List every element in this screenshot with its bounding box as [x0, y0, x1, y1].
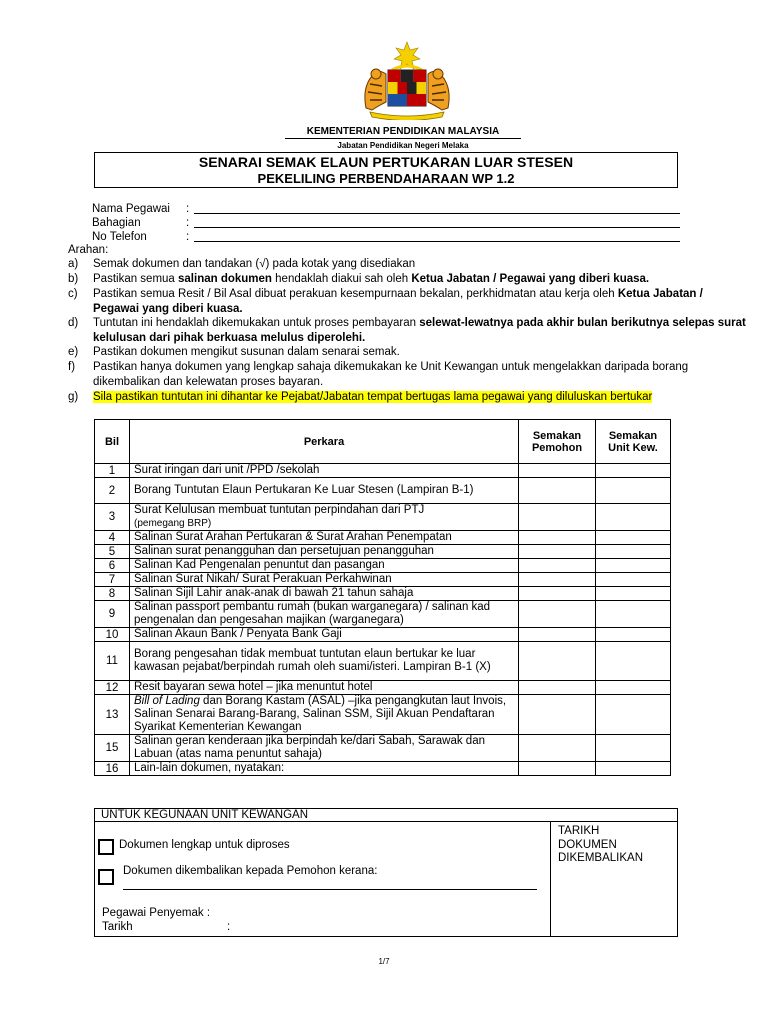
check-unit-kew[interactable] [596, 601, 671, 628]
kewangan-section [94, 808, 678, 937]
row-item: Surat Kelulusan membuat tuntutan perpindahan dari PTJ (pemegang BRP) [130, 504, 519, 531]
check-unit-kew[interactable] [596, 735, 671, 762]
check-pemohon[interactable] [519, 504, 596, 531]
highlighted-text: Sila pastikan tuntutan ini dihantar ke Pejabat/Jabatan tempat bertugas lama pegawai yang diluluskan bertukar [93, 391, 653, 403]
col-semakan-unit: Semakan Unit Kew. [596, 420, 671, 464]
row-number: 5 [95, 545, 130, 559]
row-number: 16 [95, 762, 130, 776]
row-number: 2 [95, 478, 130, 504]
row-item: Resit bayaran sewa hotel – jika menuntut hotel [130, 681, 519, 695]
check-unit-kew[interactable] [596, 695, 671, 735]
returned-label: Dokumen dikembalikan kepada Pemohon kerana: [123, 865, 378, 877]
page-title: SENARAI SEMAK ELAUN PERTUKARAN LUAR STESEN [198, 154, 574, 170]
check-pemohon[interactable] [519, 531, 596, 545]
table-row [95, 504, 671, 531]
instruction-c [68, 287, 748, 316]
instruction-g [68, 390, 748, 405]
row-item: Borang Tuntutan Elaun Pertukaran Ke Luar Stesen (Lampiran B-1) [130, 478, 519, 504]
row-number: 13 [95, 695, 130, 735]
checker-label: Pegawai Penyemak : [102, 907, 211, 919]
check-unit-kew[interactable] [596, 531, 671, 545]
row-number: 9 [95, 601, 130, 628]
table-row [95, 531, 671, 545]
checkbox-complete[interactable] [98, 839, 114, 855]
title-box [94, 152, 678, 188]
check-pemohon[interactable] [519, 464, 596, 478]
table-row [95, 628, 671, 642]
field-line[interactable] [194, 227, 680, 228]
instructions-heading: Arahan: [68, 244, 109, 256]
check-unit-kew[interactable] [596, 478, 671, 504]
row-item: Salinan Akaun Bank / Penyata Bank Gaji [130, 628, 519, 642]
table-row [95, 545, 671, 559]
check-unit-kew[interactable] [596, 587, 671, 601]
date-colon: : [227, 921, 231, 933]
check-unit-kew[interactable] [596, 545, 671, 559]
instruction-letter: f) [68, 361, 76, 373]
instruction-letter: c) [68, 288, 78, 300]
table-row [95, 478, 671, 504]
check-unit-kew[interactable] [596, 559, 671, 573]
row-item: Salinan Sijil Lahir anak-anak di bawah 21 tahun sahaja [130, 587, 519, 601]
instruction-letter: g) [68, 391, 79, 403]
instruction-d [68, 316, 748, 345]
row-item: Lain-lain dokumen, nyatakan: [130, 762, 519, 776]
col-perkara: Perkara [130, 420, 519, 464]
check-unit-kew[interactable] [596, 681, 671, 695]
table-row [95, 735, 671, 762]
table-row [95, 681, 671, 695]
row-item: Salinan Kad Pengenalan penuntut dan pasangan [130, 559, 519, 573]
checklist-body [95, 464, 671, 776]
check-pemohon[interactable] [519, 601, 596, 628]
check-pemohon[interactable] [519, 735, 596, 762]
instruction-text: Pastikan semua salinan dokumen hendaklah diakui sah oleh Ketua Jabatan / Pegawai yang diberi kuasa. [93, 273, 650, 285]
ministry-name: KEMENTERIAN PENDIDIKAN MALAYSIA [285, 126, 521, 139]
checklist-table [94, 419, 671, 776]
row-number: 12 [95, 681, 130, 695]
checkbox-returned[interactable] [98, 869, 114, 885]
check-pemohon[interactable] [519, 478, 596, 504]
table-row [95, 587, 671, 601]
kewangan-header: UNTUK KEGUNAAN UNIT KEWANGAN [95, 809, 677, 822]
coat-of-arms-icon [352, 40, 462, 120]
row-number: 8 [95, 587, 130, 601]
check-pemohon[interactable] [519, 545, 596, 559]
table-row [95, 695, 671, 735]
reason-line[interactable] [123, 889, 537, 890]
row-number: 4 [95, 531, 130, 545]
check-unit-kew[interactable] [596, 642, 671, 681]
row-number: 11 [95, 642, 130, 681]
return-date-label: TARIKH DOKUMEN DIKEMBALIKAN [558, 825, 643, 864]
field-label: No Telefon [92, 231, 147, 243]
date-label: Tarikh [102, 921, 133, 933]
row-number: 7 [95, 573, 130, 587]
complete-label: Dokumen lengkap untuk diproses [119, 839, 290, 851]
row-item: Surat iringan dari unit /PPD /sekolah [130, 464, 519, 478]
check-pemohon[interactable] [519, 628, 596, 642]
instruction-letter: a) [68, 258, 79, 270]
instruction-letter: e) [68, 346, 79, 358]
check-pemohon[interactable] [519, 695, 596, 735]
check-pemohon[interactable] [519, 587, 596, 601]
row-item: Salinan Surat Arahan Pertukaran & Surat Arahan Penempatan [130, 531, 519, 545]
check-unit-kew[interactable] [596, 573, 671, 587]
field-line[interactable] [194, 213, 680, 214]
instruction-letter: b) [68, 273, 79, 285]
row-number: 10 [95, 628, 130, 642]
col-bil: Bil [95, 420, 130, 464]
instruction-f [68, 360, 748, 389]
row-item: Borang pengesahan tidak membuat tuntutan elaun bertukar ke luar kawasan pejabat/berpindah rumah oleh suami/isteri. Lampiran B-1 (X) [130, 642, 519, 681]
instruction-b [68, 272, 748, 287]
row-number: 6 [95, 559, 130, 573]
field-label: Bahagian [92, 217, 141, 229]
instruction-e [68, 345, 748, 360]
col-semakan-pemohon: Semakan Pemohon [519, 420, 596, 464]
check-pemohon[interactable] [519, 573, 596, 587]
check-unit-kew[interactable] [596, 762, 671, 776]
field-line[interactable] [194, 241, 680, 242]
table-row [95, 464, 671, 478]
check-pemohon[interactable] [519, 642, 596, 681]
table-row [95, 762, 671, 776]
table-row [95, 642, 671, 681]
instruction-text: Pastikan semua Resit / Bil Asal dibuat perakuan kesempurnaan bekalan, perkhidmatan atau kerja oleh Ketua Jabatan / Pegawai yang diberi kuasa. [93, 288, 703, 315]
instruction-text [93, 390, 748, 405]
table-row [95, 601, 671, 628]
check-pemohon[interactable] [519, 681, 596, 695]
row-item: Bill of Lading dan Borang Kastam (ASAL) –jika pengangkutan laut Invois, Salinan Senarai Barang-Barang, Salinan SSM, Sijil Akuan Pendaftaran Syarikat Kementerian Kewangan [130, 695, 519, 735]
row-item: Salinan Surat Nikah/ Surat Perakuan Perkahwinan [130, 573, 519, 587]
check-pemohon[interactable] [519, 762, 596, 776]
instruction-text: Tuntutan ini hendaklah dikemukakan untuk proses pembayaran selewat-lewatnya pada akhir bulan berikutnya selepas surat kelulusan dari pihak berkuasa melulus diperolehi. [93, 317, 746, 344]
check-unit-kew[interactable] [596, 504, 671, 531]
row-item: Salinan passport pembantu rumah (bukan warganegara) / salinan kad pengenalan dan pengesahan majikan (warganegara) [130, 601, 519, 628]
row-number: 1 [95, 464, 130, 478]
instruction-text: Pastikan dokumen mengikut susunan dalam senarai semak. [93, 346, 400, 358]
check-unit-kew[interactable] [596, 464, 671, 478]
department-name: Jabatan Pendidikan Negeri Melaka [337, 141, 469, 150]
row-number: 3 [95, 504, 130, 531]
instruction-letter: d) [68, 317, 79, 329]
row-number: 15 [95, 735, 130, 762]
page-subtitle: PEKELILING PERBENDAHARAAN WP 1.2 [257, 171, 515, 186]
check-unit-kew[interactable] [596, 628, 671, 642]
table-row [95, 573, 671, 587]
row-item: Salinan surat penangguhan dan persetujuan penangguhan [130, 545, 519, 559]
field-label: Nama Pegawai [92, 203, 170, 215]
instruction-text: Semak dokumen dan tandakan (√) pada kotak yang disediakan [93, 258, 416, 270]
instruction-text: Pastikan hanya dokumen yang lengkap sahaja dikemukakan ke Unit Kewangan untuk mengelakkan daripada borang dikembalikan dan kelewatan proses bayaran. [93, 361, 689, 388]
page-number: 1/7 [378, 957, 390, 966]
check-pemohon[interactable] [519, 559, 596, 573]
instruction-a [68, 257, 748, 272]
table-row [95, 559, 671, 573]
row-item: Salinan geran kenderaan jika berpindah ke/dari Sabah, Sarawak dan Labuan (atas nama penuntut sahaja) [130, 735, 519, 762]
